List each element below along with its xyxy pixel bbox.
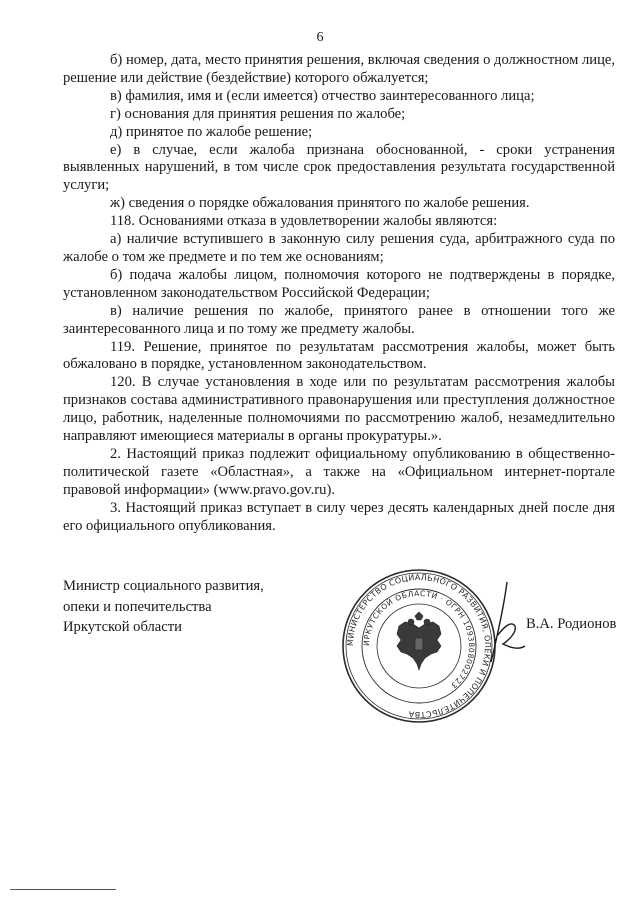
- paragraph: 120. В случае установления в ходе или по результатам рассмотрения жалобы признаков состава административного правонарушения или преступления должностное лицо, работник, наделенные полномочиями по рассмотрению жалоб, незамедлительно направляют имеющиеся материалы в органы прокуратуры.».: [63, 374, 615, 445]
- page-number: 6: [316, 30, 324, 45]
- paragraph: в) фамилия, имя и (если имеется) отчество заинтересованного лица;: [110, 87, 535, 104]
- coat-of-arms-emblem: [397, 612, 441, 670]
- paragraph: е) в случае, если жалоба признана обоснованной, - сроки устранения выявленных нарушений, в том числе срок предоставления результата государственной услуги;: [63, 141, 615, 194]
- signatory-name: В.А. Родионов: [526, 616, 617, 632]
- svg-text:МИНИСТЕРСТВО СОЦИАЛЬНОГО РАЗВИ: МИНИСТЕРСТВО СОЦИАЛЬНОГО РАЗВИТИЯ, ОПЕКИ И ПОПЕЧИТЕЛЬСТВА: [345, 572, 493, 720]
- paragraph: б) подача жалобы лицом, полномочия которого не подтверждены в порядке, установленном законодательством Российской Федерации;: [63, 266, 615, 301]
- position-line: Министр социального развития,: [63, 578, 264, 594]
- paragraph: в) наличие решения по жалобе, принятого ранее в отношении того же заинтересованного лица и по тому же предмету жалобы.: [63, 302, 615, 337]
- position-line: опеки и попечительства: [63, 598, 212, 615]
- paragraph: а) наличие вступившего в законную силу решения суда, арбитражного суда по жалобе о том же предмете и по тем же основаниям;: [63, 231, 615, 265]
- signature-block: [63, 572, 623, 720]
- paragraph: б) номер, дата, место принятия решения, включая сведения о должностном лице, решение или действие (бездействие) которого обжалуется;: [63, 52, 615, 86]
- svg-text:ИРКУТСКОЙ ОБЛАСТИ · ОГРН 10938: ИРКУТСКОЙ ОБЛАСТИ · ОГРН 1093808002723: [361, 588, 477, 691]
- bottom-rule: [10, 889, 116, 890]
- paragraph: 119. Решение, принятое по результатам рассмотрения жалобы, может быть обжаловано в порядке, установленном законодательством.: [63, 338, 615, 373]
- signatory-position: [63, 576, 264, 638]
- paragraph: 118. Основаниями отказа в удовлетворении жалобы являются:: [110, 213, 498, 230]
- position-line: Иркутской области: [63, 619, 182, 635]
- paragraph: 3. Настоящий приказ вступает в силу через десять календарных дней после дня его официального опубликования.: [63, 499, 615, 534]
- official-seal-stamp: [339, 566, 499, 726]
- document-body: [63, 52, 615, 535]
- paragraph: ж) сведения о порядке обжалования принятого по жалобе решения.: [110, 195, 530, 212]
- paragraph: 2. Настоящий приказ подлежит официальному опубликованию в общественно-политической газете «Областная», а также на «Официальном интернет-портале правовой информации» (www.pravo.gov.ru).: [63, 445, 615, 498]
- paragraph: г) основания для принятия решения по жалобе;: [110, 105, 406, 122]
- handwritten-signature: [481, 578, 529, 674]
- paragraph: д) принятое по жалобе решение;: [110, 123, 313, 140]
